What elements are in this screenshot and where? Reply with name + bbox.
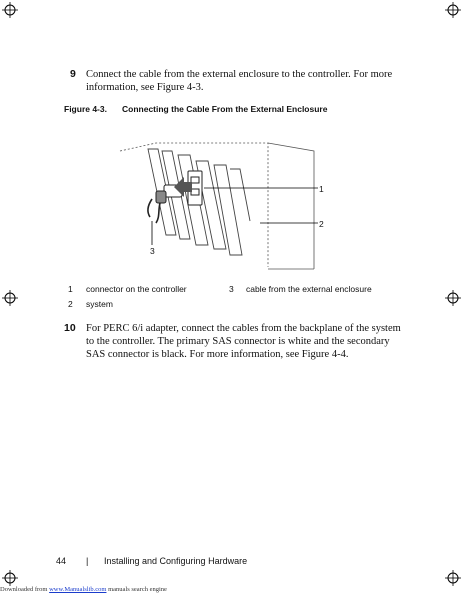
step-text-line: information, see Figure 4-3. (86, 82, 204, 93)
legend-text: connector on the controller (86, 284, 187, 294)
callout-1: 1 (319, 184, 324, 194)
figure-label: Figure 4-3. (64, 104, 107, 114)
enclosure-cable-illustration (100, 125, 340, 275)
download-suffix: manuals search engine (108, 586, 167, 593)
registration-mark-icon (445, 2, 461, 18)
step-number: 9 (70, 68, 76, 80)
legend-text: system (86, 299, 113, 309)
figure-title: Connecting the Cable From the External Enclosure (122, 104, 328, 114)
registration-mark-icon (2, 290, 18, 306)
callout-3: 3 (150, 246, 155, 256)
step-text-line: Connect the cable from the external enclosure to the controller. For more (86, 69, 393, 80)
registration-mark-icon (445, 290, 461, 306)
page-number: 44 (56, 556, 67, 566)
step-text-line: For PERC 6/i adapter, connect the cables from the backplane of the system (86, 323, 401, 334)
download-prefix: Downloaded from (0, 586, 48, 593)
registration-mark-icon (445, 570, 461, 586)
legend-number: 1 (68, 284, 73, 294)
legend-number: 2 (68, 299, 73, 309)
footer-divider: | (86, 556, 89, 566)
external-cable (148, 185, 182, 223)
step-text-line: to the controller. The primary SAS connector is white and the secondary (86, 336, 390, 347)
registration-mark-icon (2, 2, 18, 18)
step-number: 10 (64, 322, 76, 334)
footer-section-title: Installing and Configuring Hardware (104, 556, 248, 566)
legend-number: 3 (229, 284, 234, 294)
legend-text: cable from the external enclosure (246, 284, 372, 294)
manualslib-link[interactable]: www.Manualslib.com (49, 586, 107, 593)
registration-mark-icon (2, 570, 18, 586)
download-credit (0, 586, 167, 593)
callout-2: 2 (319, 219, 324, 229)
step-text-line: SAS connector is black. For more information, see Figure 4-4. (86, 349, 349, 360)
